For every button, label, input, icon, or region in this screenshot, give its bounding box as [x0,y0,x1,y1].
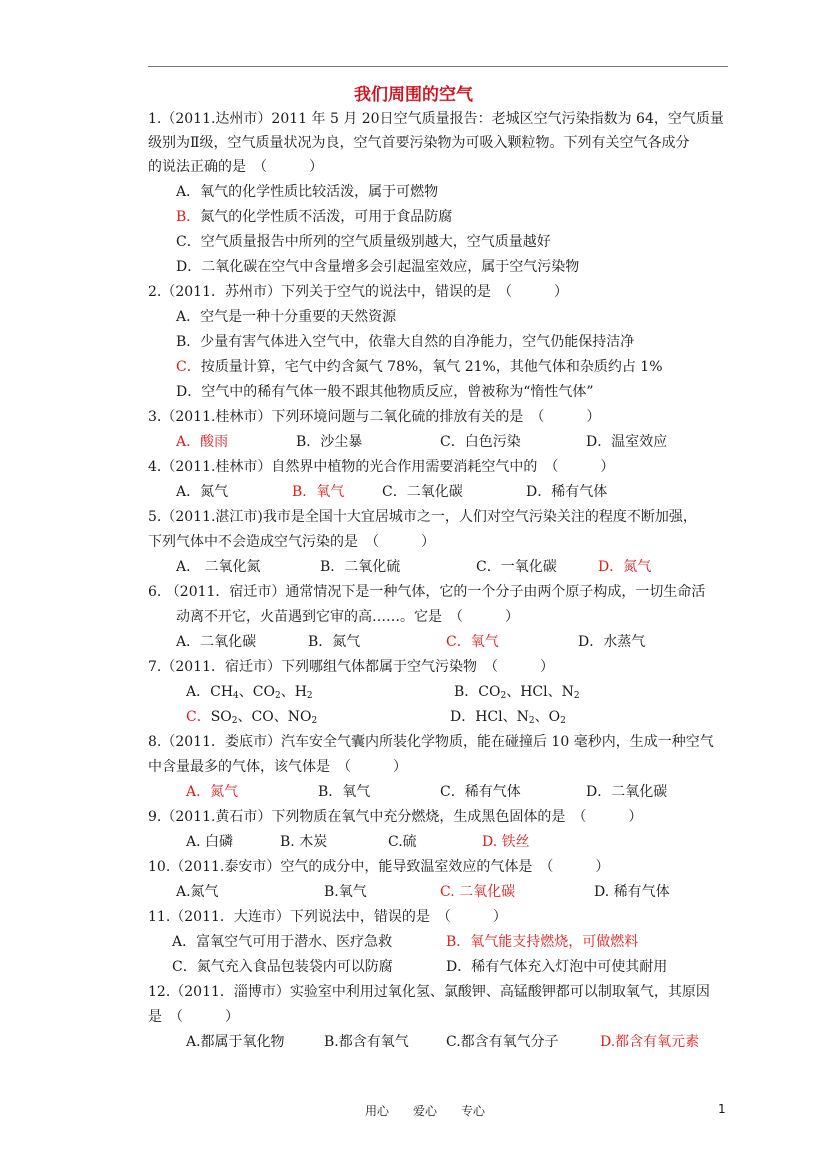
q11-stem: 11.（2011．大连市）下列说法中，错误的是 （ ） [148,909,507,925]
q7-option-b [454,683,580,701]
q5-stem-line-1: 5.（2011.湛江市)我市是全国十大宜居城市之一，人们对空气污染关注的程度不断加强， [148,509,697,525]
q2-option-b: B．少量有害气体进入空气中，依靠大自然的自净能力，空气仍能保持洁净 [176,334,635,350]
q10-option-d: D. 稀有气体 [594,884,670,900]
q1-option-b [176,208,452,226]
q12-option-d [600,1033,699,1051]
q7-b-part: 、HCl、N [506,684,574,700]
q12-option-c: C.都含有氧气分子 [446,1034,559,1050]
q4-option-c: C．二氧化碳 [382,484,463,500]
q7-a-part: 、H [280,684,307,700]
q6-option-a: A．二氧化碳 [176,634,257,650]
q7-c-part: 、CO、NO [237,709,312,725]
q8-option-b: B．氧气 [318,784,371,800]
q3-option-c: C．白色污染 [440,434,521,450]
q9-option-c: C.硫 [388,834,417,850]
q10-option-a: A.氮气 [176,884,219,900]
q2-stem: 2.（2011．苏州市）下列关于空气的说法中，错误的是 （ ） [148,284,568,300]
q8-option-c: C．稀有气体 [440,784,521,800]
q7-a-sub: 2 [306,691,313,701]
q1-option-a: A．氧气的化学性质比较活泼，属于可燃物 [176,184,439,200]
q11-option-c: C．氮气充入食品包装袋内可以防腐 [172,959,393,975]
q2-answer-letter: C． [176,359,201,375]
q7-c-sub: 2 [311,716,318,726]
q10-option-b: B.氧气 [324,884,367,900]
q1-option-d: D．二氧化碳在空气中含量增多会引起温室效应，属于空气污染物 [176,259,580,275]
q8-option-d: D．二氧化碳 [586,784,668,800]
q6-option-c: C．氧气 [446,634,499,650]
q5-option-d: D．氮气 [598,559,652,575]
q3-option-a: A．酸雨 [176,434,229,450]
q9-option-b: B. 木炭 [280,834,328,850]
q7-option-c [186,708,317,726]
q7-d-sub: 2 [560,716,566,726]
q7-option-d [450,708,566,726]
q12-option-b: B.都含有氧气 [324,1034,409,1050]
q4-stem: 4.（2011.桂林市）自然界中植物的光合作用需要消耗空气中的 （ ） [148,459,615,475]
q9-stem: 9.（2011.黄石市）下列物质在氧气中充分燃烧，生成黑色固体的是 （ ） [148,809,643,825]
q7-b-sub: 2 [573,691,580,701]
q5-option-a: A． 二氧化氮 [176,559,261,575]
q12-stem-line-1: 12.（2011．淄博市）实验室中利用过氧化氢、氯酸钾、高锰酸钾都可以制取氧气，其原因 [148,984,710,1000]
q6-stem-line-2: 动离不开它，火苗遇到它审的高……。它是 （ ） [176,609,519,625]
q9-option-a: A. 白磷 [186,834,234,850]
q12-option-a: A.都属于氧化物 [186,1034,285,1050]
footer-motto: 用心 爱心 专心 [365,1104,486,1118]
q3-stem: 3.（2011.桂林市）下列环境问题与二氧化硫的排放有关的是 （ ） [148,409,601,425]
q7-a-part: A．CH [186,684,234,700]
q8-stem-line-1: 8.（2011．娄底市）汽车安全气囊内所装化学物质，能在碰撞后 10 毫秒内，生成一种空气 [148,734,714,750]
q6-stem-line-1: 6. （2011．宿迁市）通常情况下是一种气体，它的一个分子由两个原子构成，一切生命活 [148,584,706,600]
q8-option-a: A．氮气 [186,784,239,800]
q2-option-a: A．空气是一种十分重要的天然资源 [176,309,397,325]
q7-c-part: SO [210,709,232,725]
q7-d-part: 、O [534,709,561,725]
q4-option-b: B．氧气 [292,484,345,500]
q7-b-part: B．CO [454,684,501,700]
q7-d-part: D．HCl、N [450,709,529,725]
q1-stem-line-1: 1.（2011.达州市）2011 年 5 月 20日空气质量报告：老城区空气污染指数为 64，空气质量 [148,111,724,127]
q7-option-a [186,683,313,701]
q5-stem-line-2: 下列气体中不会造成空气污染的是 （ ） [148,534,435,550]
q7-a-sub: 2 [274,691,281,701]
q2-option-c-text: 按质量计算，宅气中约含氮气 78%，氧气 21%，其他气体和杂质约占 1% [200,359,663,375]
q7-a-part: 、CO [238,684,275,700]
page-number: 1 [718,1102,726,1116]
q7-b-sub: 2 [500,691,507,701]
q9-option-d: D. 铁丝 [482,834,530,850]
q10-stem: 10.（2011.泰安市）空气的成分中，能导致温室效应的气体是 （ ） [148,859,610,875]
q7-c-sub: 2 [231,716,238,726]
q1-answer-letter: B． [176,209,201,225]
q3-option-d: D．温室效应 [586,434,668,450]
q7-stem: 7.（2011．宿迁市）下列哪组气体都属于空气污染物 （ ） [148,659,554,675]
q5-option-c: C．一氧化碳 [476,559,557,575]
q10-option-c: C. 二氧化碳 [440,884,516,900]
q7-answer-letter: C． [186,709,211,725]
page-title: 我们周围的空气 [354,85,473,105]
q5-option-b: B．二氧化硫 [320,559,401,575]
q11-option-b: B．氧气能支持燃烧，可做燃料 [446,934,639,950]
q12-stem-line-2: 是 （ ） [148,1009,239,1025]
q4-option-a: A．氮气 [176,484,229,500]
q6-option-b: B．氮气 [308,634,361,650]
q1-stem-line-2: 级别为Ⅱ级，空气质量状况为良，空气首要污染物为可吸入颗粒物。下列有关空气各成分 [148,135,690,151]
q3-option-b: B．沙尘暴 [296,434,363,450]
header-rule [148,66,728,67]
q1-stem-line-3: 的说法正确的是 （ ） [148,159,323,175]
q11-option-d: D．稀有气体充入灯泡中可使其耐用 [446,959,668,975]
q7-a-sub: 4 [233,691,239,701]
q12-answer: D.都含有氧元素 [600,1034,700,1050]
q6-option-d: D．水蒸气 [578,634,646,650]
q2-option-c [176,358,663,376]
q11-option-a: A．富氧空气可用于潜水、医疗急救 [172,934,393,950]
q7-d-sub: 2 [528,716,535,726]
q4-option-d: D．稀有气体 [526,484,608,500]
q2-option-d: D．空气中的稀有气体一般不跟其他物质反应，曾被称为“惰性气体” [176,384,594,400]
q1-option-b-text: 氮气的化学性质不活泼，可用于食品防腐 [200,209,453,225]
q8-stem-line-2: 中含量最多的气体，该气体是 （ ） [148,759,407,775]
q1-option-c: C．空气质量报告中所列的空气质量级别越大，空气质量越好 [176,234,551,250]
